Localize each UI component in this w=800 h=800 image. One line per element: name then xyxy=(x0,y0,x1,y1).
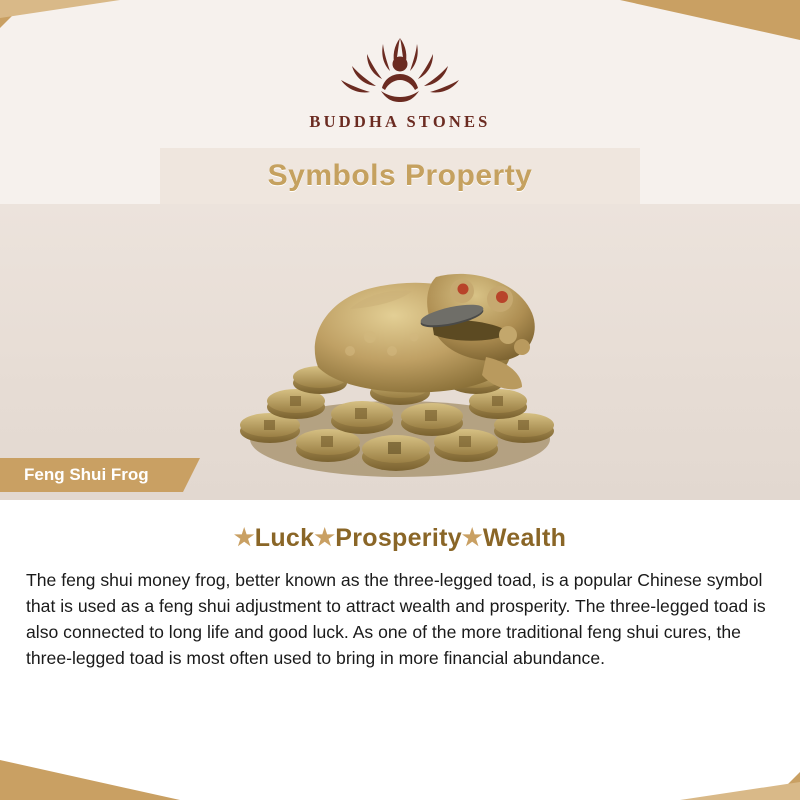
star-icon: ★ xyxy=(314,524,336,550)
benefit-wealth: Wealth xyxy=(482,524,567,552)
corner-decoration-bottom-right-thin xyxy=(680,782,800,800)
description-section xyxy=(0,500,800,722)
title-band xyxy=(0,148,800,204)
lotus-meditation-figure-icon xyxy=(325,22,475,108)
benefits-tagline xyxy=(26,524,774,553)
product-label-ribbon: Feng Shui Frog xyxy=(0,458,183,492)
corner-decoration-bottom-left xyxy=(0,760,180,800)
page-title: Symbols Property xyxy=(267,159,533,192)
corner-decoration-top-left-thin xyxy=(0,0,120,18)
product-image-section xyxy=(0,204,800,500)
benefit-prosperity: Prosperity xyxy=(335,524,462,552)
money-frog-illustration xyxy=(200,217,600,487)
star-icon: ★ xyxy=(461,524,483,550)
money-frog-svg xyxy=(200,217,600,487)
description-paragraph: The feng shui money frog, better known as the three-legged toad, is a popular Chinese symbol that is used as a feng shui adjustment to attract wealth and prosperity. The three-legged toad is also connected to long life and good luck. As one of the more traditional feng shui cures, the three-legged toad is most often used to bring in more financial abundance. xyxy=(26,570,766,669)
corner-decoration-top-right xyxy=(620,0,800,40)
star-icon: ★ xyxy=(233,524,255,550)
brand-name: BUDDHA STONES xyxy=(309,112,491,131)
benefit-luck: Luck xyxy=(254,524,315,552)
